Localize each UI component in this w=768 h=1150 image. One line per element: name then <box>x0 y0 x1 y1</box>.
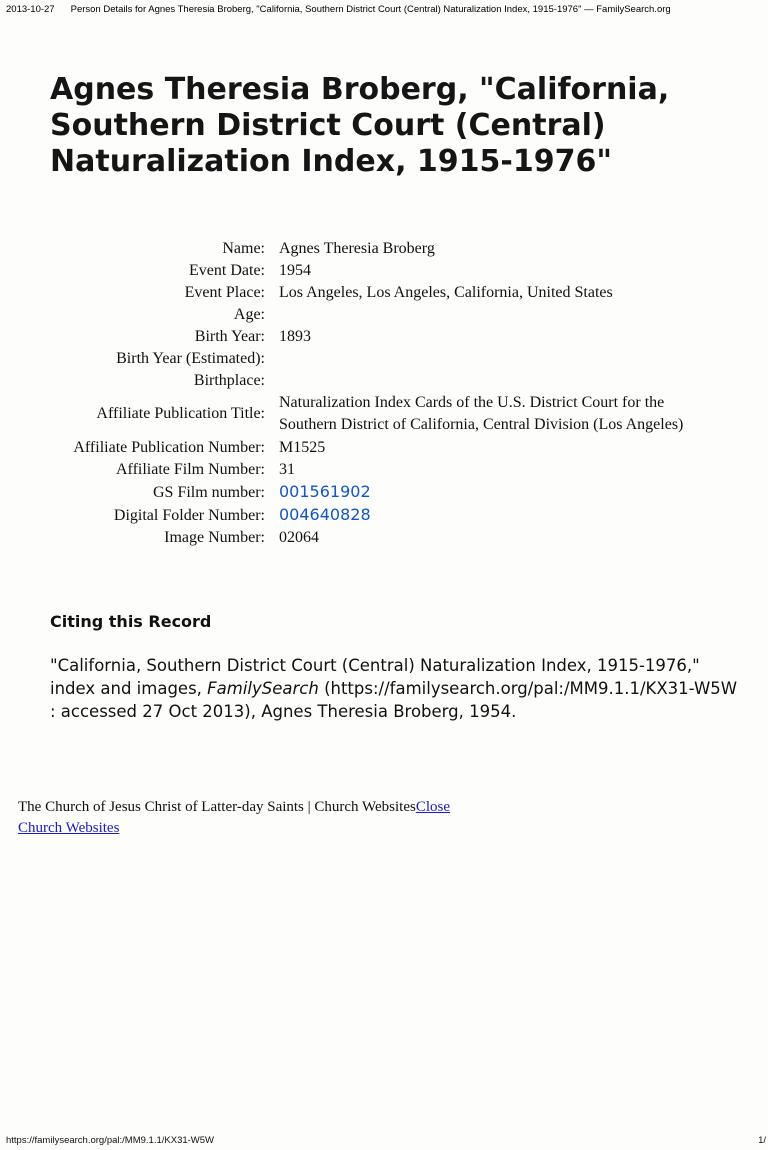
birthplace-value <box>279 370 749 392</box>
birth-year-estimated-value <box>279 348 749 370</box>
affiliate-publication-number-label: Affiliate Publication Number: <box>73 439 265 456</box>
detail-row-event-date <box>0 260 749 282</box>
citation-source: FamilySearch <box>207 679 319 698</box>
detail-row-birth-year <box>0 326 749 348</box>
birth-year-value: 1893 <box>279 328 311 345</box>
event-place-value: Los Angeles, Los Angeles, California, United States <box>279 284 613 301</box>
detail-row-event-place <box>0 282 749 304</box>
footer <box>18 797 618 839</box>
detail-row-birth-year-estimated <box>0 348 749 370</box>
citation-text <box>50 654 740 723</box>
digital-folder-number-label: Digital Folder Number: <box>113 506 265 524</box>
age-label: Age: <box>233 306 265 323</box>
print-page-title: Person Details for Agnes Theresia Broberg, "California, Southern District Court (Central) Naturalization Index, 1915-1976" — FamilySearch.org <box>70 4 671 15</box>
gs-film-number-link[interactable]: 001561902 <box>279 482 371 501</box>
event-date-label: Event Date: <box>189 262 265 279</box>
footer-close-link[interactable]: Close <box>415 799 450 815</box>
birthplace-label: Birthplace: <box>193 372 265 389</box>
detail-row-age <box>0 304 749 326</box>
affiliate-publication-number-value: M1525 <box>279 439 326 456</box>
image-number-label: Image Number: <box>164 529 265 546</box>
affiliate-publication-title-label: Affiliate Publication Title: <box>96 405 265 422</box>
footer-church-websites-link[interactable]: Church Websites <box>18 820 120 836</box>
name-label: Name: <box>222 240 265 257</box>
record-details-table <box>0 238 749 549</box>
digital-folder-number-link[interactable]: 004640828 <box>279 505 371 524</box>
affiliate-film-number-label: Affiliate Film Number: <box>115 461 265 478</box>
age-value <box>279 304 749 326</box>
detail-row-affiliate-publication-number <box>0 437 749 459</box>
detail-row-name <box>0 238 749 260</box>
detail-row-gs-film-number <box>0 481 749 504</box>
affiliate-film-number-value: 31 <box>279 461 295 478</box>
detail-row-affiliate-film-number <box>0 459 749 481</box>
affiliate-publication-title-line2: Southern District of California, Central Division (Los Angeles) <box>279 416 684 433</box>
print-header <box>6 4 762 15</box>
citation-text-before: "California, Southern District Court (Central) Naturalization Index, 1915-1976," index and images, <box>50 656 700 698</box>
name-value: Agnes Theresia Broberg <box>279 240 435 257</box>
event-date-value: 1954 <box>279 262 311 279</box>
citing-heading: Citing this Record <box>50 612 212 631</box>
detail-row-affiliate-publication-title <box>0 392 749 437</box>
birth-year-label: Birth Year: <box>194 328 265 345</box>
affiliate-publication-title-value <box>279 392 749 437</box>
print-date: 2013-10-27 <box>6 4 55 15</box>
detail-row-digital-folder-number <box>0 504 749 527</box>
page-title: Agnes Theresia Broberg, "California, Southern District Court (Central) Naturalization Index, 1915-1976" <box>50 72 670 179</box>
birth-year-estimated-label: Birth Year (Estimated): <box>116 350 265 367</box>
footer-text: The Church of Jesus Christ of Latter-day Saints | Church Websites <box>18 799 416 815</box>
citation-text-after: (https://familysearch.org/pal:/MM9.1.1/KX31-W5W : accessed 27 Oct 2013), Agnes Theresia Broberg, 1954. <box>50 679 738 721</box>
image-number-value: 02064 <box>279 529 319 546</box>
print-url: https://familysearch.org/pal:/MM9.1.1/KX31-W5W <box>6 1135 215 1146</box>
affiliate-publication-title-line1: Naturalization Index Cards of the U.S. District Court for the <box>279 394 665 411</box>
event-place-label: Event Place: <box>184 284 265 301</box>
page-number: 1/ <box>758 1135 766 1146</box>
gs-film-number-label: GS Film number: <box>152 483 265 501</box>
detail-row-image-number <box>0 527 749 549</box>
detail-row-birthplace <box>0 370 749 392</box>
